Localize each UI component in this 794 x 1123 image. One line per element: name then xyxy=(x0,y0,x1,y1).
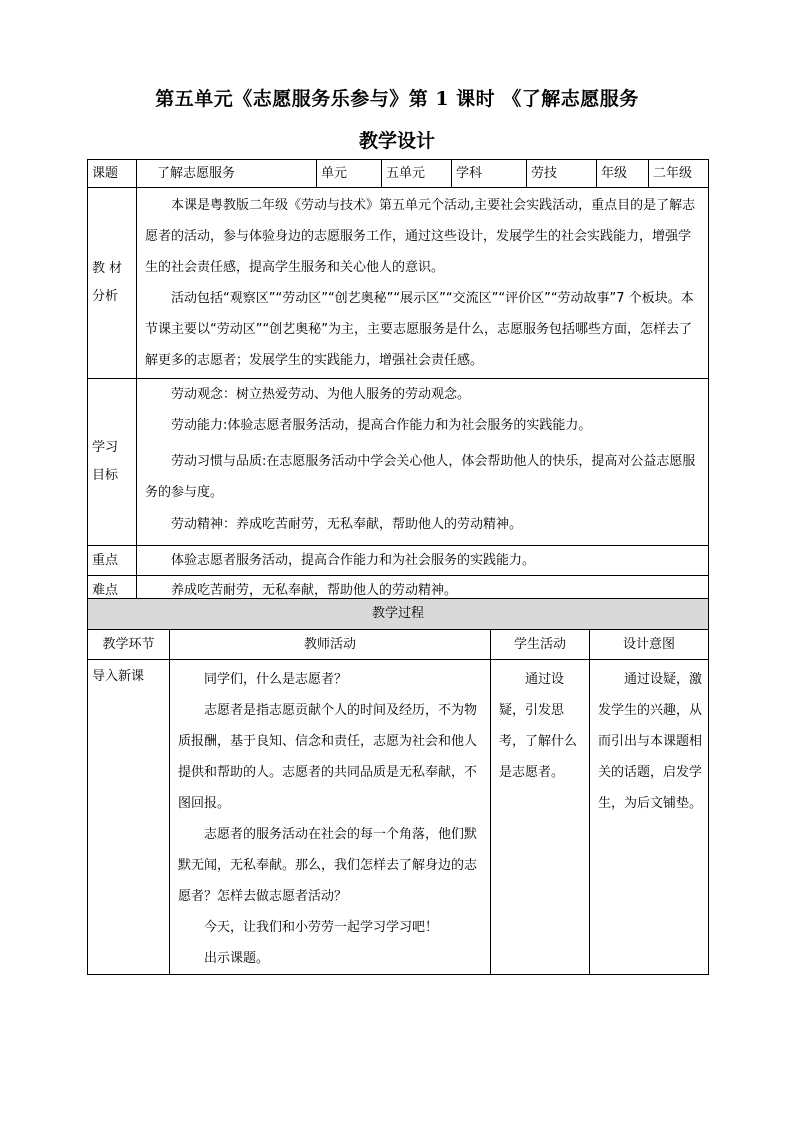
key-point-text: 体验志愿者服务活动，提高合作能力和为社会服务的实践能力。 xyxy=(137,546,709,576)
column-header-student: 学生活动 xyxy=(491,630,590,660)
objective-item: 劳动精神：养成吃苦耐劳，无私奉献，帮助他人的劳动精神。 xyxy=(171,517,523,532)
analysis-content xyxy=(137,188,709,379)
column-header-stage: 教学环节 xyxy=(88,630,170,660)
difficulty-text: 养成吃苦耐劳，无私奉献，帮助他人的劳动精神。 xyxy=(137,576,709,606)
unit-label: 单元 xyxy=(317,160,382,188)
design-intent-cell: 通过设疑，激发学生的兴趣，从而引出与本课题相关的话题，启发学生，为后文铺垫。 xyxy=(590,660,709,975)
objectives-content xyxy=(137,379,709,546)
analysis-paragraph: 活动包括“观察区”“劳动区”“创艺奥秘”“展示区”“交流区”“评价区”“劳动故事”7 个板块。本节课主要以“劳动区”“创艺奥秘”为主，主要志愿服务是什么，志愿服务包括哪些方面，怎样去了解更多的志愿者；发展学生的实践能力，增强社会责任感。 xyxy=(145,291,694,368)
objective-item: 劳动习惯与品质:在志愿服务活动中学会关心他人，体会帮助他人的快乐，提高对公益志愿服务的参与度。 xyxy=(145,454,696,500)
unit-value: 五单元 xyxy=(382,160,452,188)
table-row xyxy=(88,660,709,975)
analysis-paragraph: 本课是粤教版二年级《劳动与技术》第五单元个活动,主要社会实践活动，重点目的是了解志愿者的活动，参与体验身边的志愿服务工作，通过这些设计，发展学生的社会实践能力，增强学生的社会责任感，提高学生服务和关心他人的意识。 xyxy=(145,198,696,275)
process-section-title: 教学过程 xyxy=(88,599,709,630)
student-activity-cell: 通过设疑，引发思考，了解什么是志愿者。 xyxy=(491,660,590,975)
subject-value: 劳技 xyxy=(527,160,597,188)
column-header-intent: 设计意图 xyxy=(590,630,709,660)
process-table xyxy=(87,598,709,975)
teacher-activity-cell: 同学们，什么是志愿者？ 志愿者是指志愿贡献个人的时间及经历，不为物质报酬，基于良知、信念和责任，志愿为社会和他人提供和帮助的人。志愿者的共同品质是无私奉献，不图回报。 志愿者的服务活动在社会的每一个角落，他们默默无闻，无私奉献。那么，我们怎样去了解身边的志愿者？怎样去做志愿者活动？ 今天，让我们和小劳劳一起学习学习吧！ 出示课题。 xyxy=(170,660,491,975)
document-title-line2: 教学设计 xyxy=(358,130,435,152)
analysis-label: 教 材 分析 xyxy=(88,188,137,379)
stage-cell: 导入新课 xyxy=(88,660,170,975)
topic-label: 课题 xyxy=(88,160,137,188)
subject-label: 学科 xyxy=(452,160,527,188)
objective-item: 劳动观念：树立热爱劳动、为他人服务的劳动观念。 xyxy=(171,387,471,402)
objective-item: 劳动能力:体验志愿者服务活动，提高合作能力和为社会服务的实践能力。 xyxy=(171,418,592,433)
key-point-label: 重点 xyxy=(88,546,137,576)
grade-value: 二年级 xyxy=(649,160,709,188)
difficulty-label: 难点 xyxy=(88,576,137,606)
column-header-teacher: 教师活动 xyxy=(170,630,491,660)
grade-label: 年级 xyxy=(597,160,649,188)
document-title-line1: 第五单元《志愿服务乐参与》第 1 课时 《了解志愿服务 xyxy=(155,88,639,110)
objectives-label: 学习 目标 xyxy=(88,379,137,546)
overview-table xyxy=(87,159,709,606)
topic-value: 了解志愿服务 xyxy=(137,160,317,188)
